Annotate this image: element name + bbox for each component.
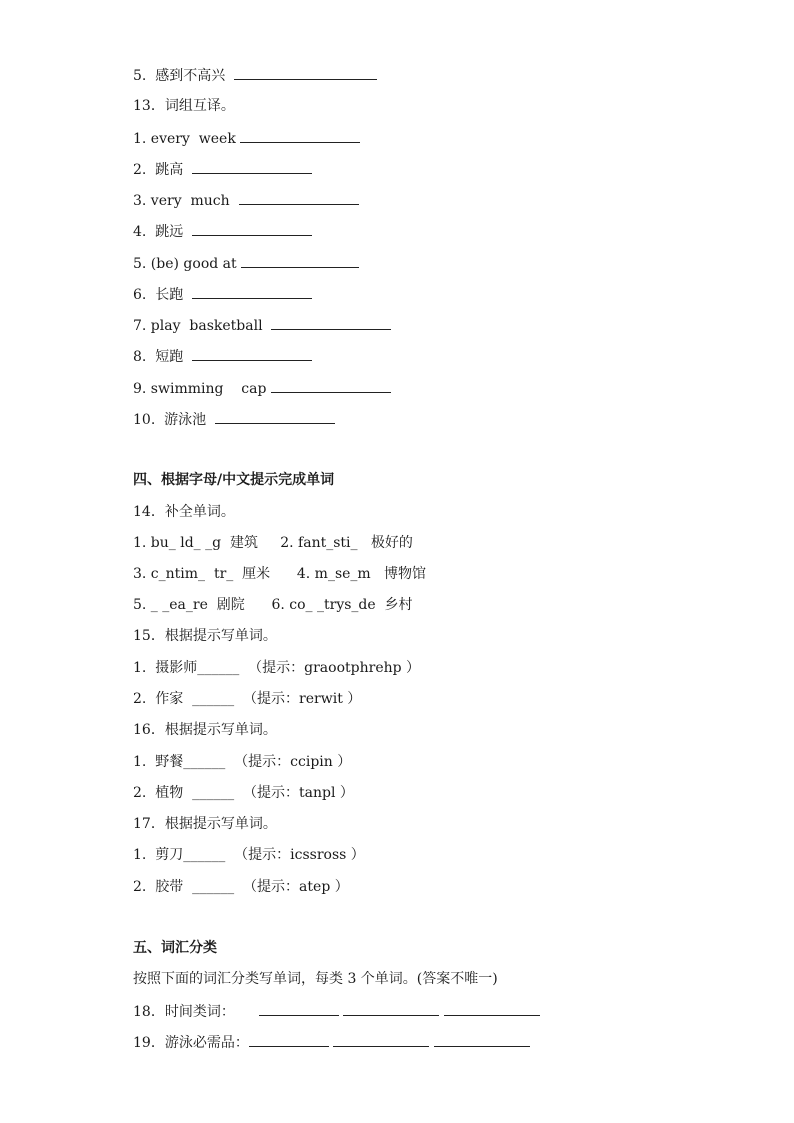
- line-long-jump: 4. 跳远: [133, 221, 312, 242]
- question-16: 16．根据提示写单词。: [133, 722, 277, 738]
- q16-item-2: 2. 植物 ______ （提示：tanpl ）: [133, 785, 354, 801]
- q15-item-1: 1. 摄影师______ （提示：graootphrehp ）: [133, 660, 421, 676]
- answer-blank[interactable]: [434, 1032, 530, 1047]
- q16-item-1: 1. 野餐______ （提示：ccipin ）: [133, 754, 352, 770]
- question-17: 17．根据提示写单词。: [133, 816, 277, 832]
- section-5-title: 五、词汇分类: [133, 940, 217, 956]
- q17-item-1: 1. 剪刀______ （提示：icssross ）: [133, 847, 365, 863]
- answer-blank[interactable]: [192, 284, 312, 299]
- q14-line-3: 5. _ _ea_re 剧院 6. co_ _trys_de 乡村: [133, 597, 413, 613]
- question-15: 15．根据提示写单词。: [133, 628, 277, 644]
- answer-blank[interactable]: [192, 159, 312, 174]
- answer-blank[interactable]: [271, 315, 391, 330]
- line-sprint: 8. 短跑: [133, 346, 312, 367]
- answer-blank[interactable]: [271, 378, 391, 393]
- section-4-title: 四、根据字母/中文提示完成单词: [133, 472, 335, 488]
- q14-line-2: 3. c_ntim_ tr_ 厘米 4. m_se_m 博物馆: [133, 566, 427, 582]
- answer-blank[interactable]: [192, 346, 312, 361]
- line-good-at: 5. (be) good at: [133, 253, 359, 274]
- answer-blank[interactable]: [234, 65, 377, 80]
- answer-blank[interactable]: [239, 190, 359, 205]
- line-long-run: 6. 长跑: [133, 284, 312, 305]
- question-18: 18．时间类词：: [133, 1001, 540, 1022]
- answer-blank[interactable]: [259, 1001, 339, 1016]
- line-high-jump: 2. 跳高: [133, 159, 312, 180]
- q17-item-2: 2. 胶带 ______ （提示：atep ）: [133, 879, 349, 895]
- answer-blank[interactable]: [215, 409, 335, 424]
- answer-blank[interactable]: [240, 128, 360, 143]
- line-swimming-pool: 10. 游泳池: [133, 409, 335, 430]
- answer-blank[interactable]: [241, 253, 359, 268]
- line-every-week: 1. every week: [133, 128, 360, 149]
- line-5-unhappy: 5. 感到不高兴: [133, 65, 377, 86]
- line-play-basketball: 7. play basketball: [133, 315, 391, 336]
- question-14: 14．补全单词。: [133, 504, 235, 520]
- answer-blank[interactable]: [249, 1032, 329, 1047]
- question-13: 13．词组互译。: [133, 98, 235, 114]
- q14-line-1: 1. bu_ ld_ _g 建筑 2. fant_sti_ 极好的: [133, 535, 413, 551]
- q15-item-2: 2. 作家 ______ （提示：rerwit ）: [133, 691, 362, 707]
- answer-blank[interactable]: [192, 221, 312, 236]
- line-swimming-cap: 9. swimming cap: [133, 378, 391, 399]
- question-19: 19．游泳必需品：: [133, 1032, 530, 1053]
- answer-blank[interactable]: [333, 1032, 429, 1047]
- section-5-instruction: 按照下面的词汇分类写单词，每类 3 个单词。(答案不唯一): [133, 971, 498, 987]
- answer-blank[interactable]: [444, 1001, 540, 1016]
- line-very-much: 3. very much: [133, 190, 359, 211]
- answer-blank[interactable]: [343, 1001, 439, 1016]
